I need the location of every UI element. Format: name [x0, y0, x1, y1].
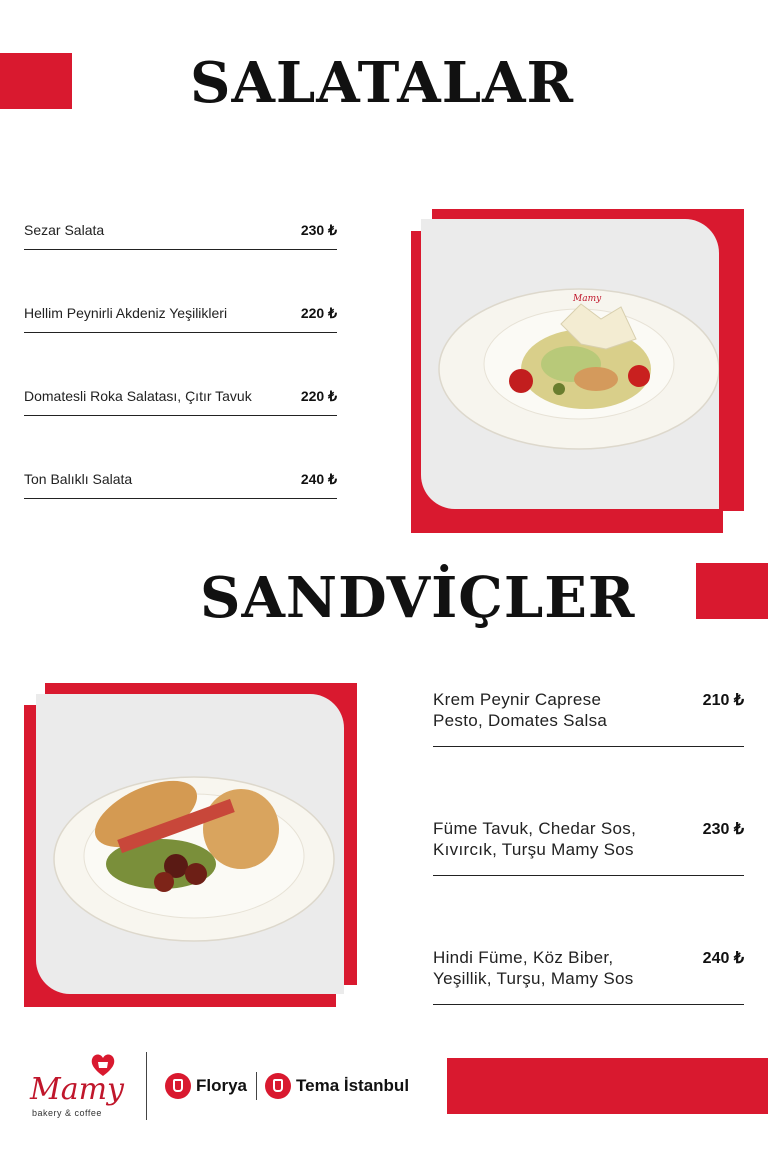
svg-text:Mamy: Mamy: [573, 294, 602, 304]
menu-item-salad-1: [24, 220, 337, 250]
location-florya: Florya: [196, 1076, 248, 1095]
item-name-line1: Krem Peynir Caprese: [433, 690, 602, 709]
item-name: Hellim Peynirli Akdeniz Yeşilikleri: [24, 305, 228, 321]
item-name-line2: Yeşillik, Turşu, Mamy Sos: [433, 969, 634, 988]
brand-tagline: bakery & coffee: [32, 1108, 102, 1118]
item-price: 220 ₺: [300, 388, 337, 404]
item-price: 240 ₺: [702, 950, 744, 967]
section-title-sandwiches: SANDVİÇLER: [200, 565, 636, 631]
location-tema-istanbul: Tema İstanbul: [296, 1076, 410, 1095]
item-price: 220 ₺: [300, 305, 337, 321]
menu-item-sandwich-3: [433, 947, 744, 1005]
menu-item-salad-3: [24, 386, 337, 416]
item-name-line2: Pesto, Domates Salsa: [433, 711, 608, 730]
menu-item-sandwich-2: [433, 818, 744, 876]
salad-plate-illustration: [421, 219, 719, 509]
item-price: 230 ₺: [300, 222, 337, 238]
footer-divider-1: [146, 1052, 147, 1120]
sandwich-photo: [36, 694, 344, 994]
location-icon-florya: [165, 1073, 191, 1099]
menu-item-sandwich-1: [433, 689, 744, 747]
item-price: 240 ₺: [300, 471, 337, 487]
item-name-line1: Hindi Füme, Köz Biber,: [433, 948, 614, 967]
item-name-line1: Füme Tavuk, Chedar Sos,: [433, 819, 637, 838]
brand-name: Mamy: [30, 1072, 124, 1107]
item-name-line2: Kıvırcık, Turşu Mamy Sos: [433, 840, 634, 859]
item-name: Sezar Salata: [24, 222, 105, 238]
red-block-bottom-right: [447, 1058, 768, 1114]
salad-photo: [421, 219, 719, 509]
location-icon-tema: [265, 1073, 291, 1099]
item-name: Domatesli Roka Salatası, Çıtır Tavuk: [24, 388, 252, 404]
menu-item-salad-4: [24, 469, 337, 499]
menu-item-salad-2: [24, 303, 337, 333]
item-price: 230 ₺: [702, 821, 744, 838]
item-price: 210 ₺: [702, 692, 744, 709]
sandwich-plate-illustration: [36, 694, 344, 994]
footer-divider-2: [256, 1072, 257, 1100]
red-block-top-left: [0, 53, 72, 109]
item-name: Ton Balıklı Salata: [24, 471, 133, 487]
red-block-mid-right: [696, 563, 768, 619]
section-title-salads: SALATALAR: [190, 50, 575, 116]
brand-logo: [28, 1050, 132, 1122]
